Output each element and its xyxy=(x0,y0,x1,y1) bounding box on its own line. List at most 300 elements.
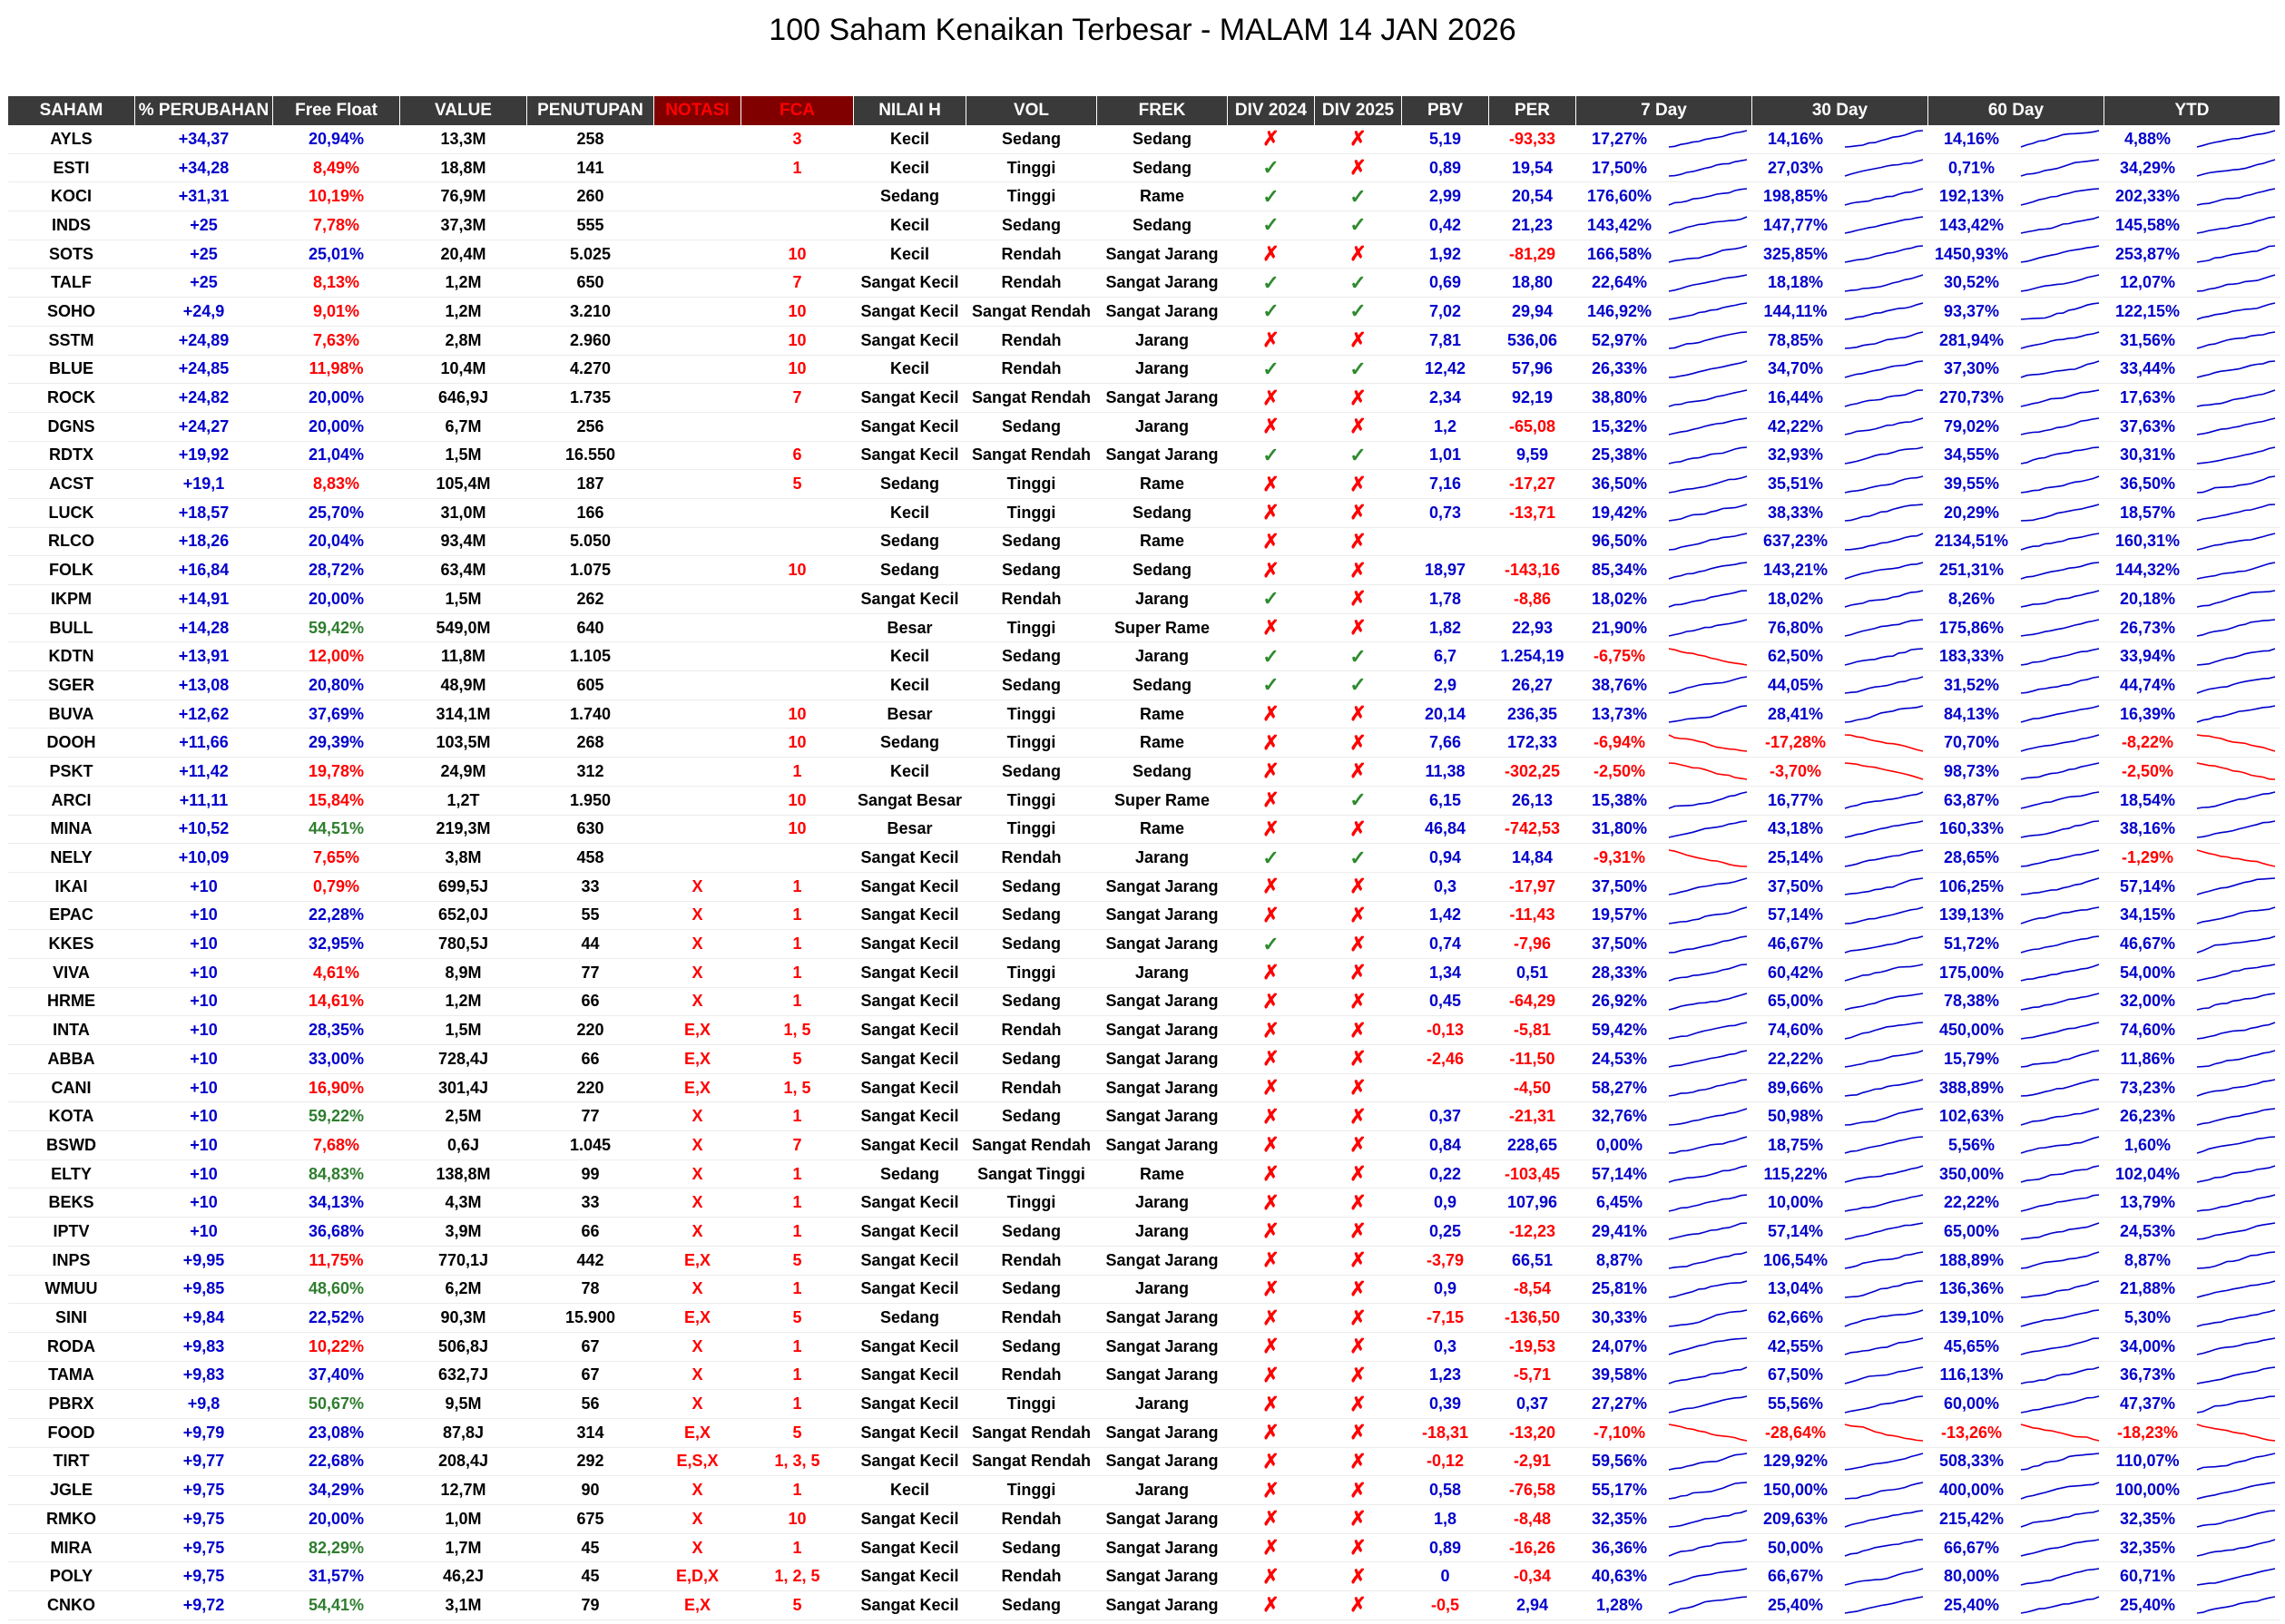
cell-free-float: 22,28% xyxy=(273,901,400,930)
header-perubahan[interactable]: % PERUBAHAN xyxy=(135,96,273,125)
cell-perubahan: +10 xyxy=(135,1045,273,1074)
cell-perubahan: +10 xyxy=(135,1073,273,1102)
trend-60-day-value: 30,52% xyxy=(1928,269,2015,298)
cross-icon: ✗ xyxy=(1228,1131,1315,1160)
table-row[interactable] xyxy=(8,758,2280,787)
cell-frek: Sedang xyxy=(1097,498,1228,527)
cell-saham[interactable]: HRME xyxy=(8,987,135,1016)
sparkline-chart xyxy=(2019,1193,2101,1213)
cell-perubahan: +19,1 xyxy=(135,470,273,499)
table-row[interactable] xyxy=(8,1131,2280,1160)
cell-saham[interactable]: BSWD xyxy=(8,1131,135,1160)
cell-vol: Rendah xyxy=(966,585,1097,614)
table-row[interactable] xyxy=(8,441,2280,470)
trend-60-day-sparkline xyxy=(2015,527,2104,556)
trend-60-day-sparkline xyxy=(2015,326,2104,355)
sparkline-chart xyxy=(1667,790,1749,810)
cell-perubahan: +24,85 xyxy=(135,355,273,384)
cell-per: -93,33 xyxy=(1489,125,1576,153)
cell-pbv: -18,31 xyxy=(1402,1418,1489,1447)
sparkline-line xyxy=(2021,1338,2099,1355)
trend-ytd-value: 24,53% xyxy=(2104,1218,2192,1247)
trend-7-day-sparkline xyxy=(1663,958,1752,987)
sparkline-line xyxy=(1669,792,1747,808)
cell-free-float: 22,52% xyxy=(273,1304,400,1333)
sparkline-chart xyxy=(2195,1509,2277,1529)
cell-saham[interactable]: TIRT xyxy=(8,1447,135,1476)
table-row[interactable] xyxy=(8,699,2280,729)
header-30-day[interactable]: 30 Day xyxy=(1752,96,1928,125)
cell-vol: Sangat Rendah xyxy=(966,441,1097,470)
trend-ytd-sparkline xyxy=(2192,355,2280,384)
cell-free-float: 19,78% xyxy=(273,758,400,787)
cell-saham[interactable]: IPTV xyxy=(8,1218,135,1247)
sparkline-chart xyxy=(2019,388,2101,408)
trend-60-day-sparkline xyxy=(2015,642,2104,671)
table-row[interactable] xyxy=(8,901,2280,930)
cell-saham[interactable]: ROCK xyxy=(8,384,135,413)
cell-saham[interactable]: MIRA xyxy=(8,1533,135,1562)
cell-frek: Sangat Jarang xyxy=(1097,1533,1228,1562)
check-icon: ✓ xyxy=(1315,642,1402,671)
table-row[interactable] xyxy=(8,1189,2280,1218)
cell-saham[interactable]: CANI xyxy=(8,1073,135,1102)
table-row[interactable] xyxy=(8,326,2280,355)
cell-fca xyxy=(741,412,854,441)
cell-notasi xyxy=(654,786,741,815)
cell-saham[interactable]: KKES xyxy=(8,930,135,959)
cell-saham[interactable]: IKAI xyxy=(8,872,135,901)
trend-ytd-sparkline xyxy=(2192,1159,2280,1189)
cell-perubahan: +18,57 xyxy=(135,498,273,527)
cell-saham[interactable]: BLUE xyxy=(8,355,135,384)
sparkline-line xyxy=(2197,706,2275,722)
cell-saham[interactable]: BEKS xyxy=(8,1189,135,1218)
cell-pbv: 18,97 xyxy=(1402,556,1489,585)
sparkline-line xyxy=(2197,1109,2275,1125)
cell-fca xyxy=(741,211,854,240)
header-value[interactable]: VALUE xyxy=(400,96,527,125)
table-row[interactable] xyxy=(8,1016,2280,1045)
sparkline-line xyxy=(2021,821,2099,837)
cross-icon: ✗ xyxy=(1315,1390,1402,1419)
cell-value: 646,9J xyxy=(400,384,527,413)
cell-vol: Tinggi xyxy=(966,1189,1097,1218)
table-row[interactable] xyxy=(8,958,2280,987)
table-row[interactable] xyxy=(8,1246,2280,1275)
trend-30-day-sparkline xyxy=(1839,844,1928,873)
sparkline-line xyxy=(2021,706,2099,722)
sparkline-line xyxy=(2197,936,2275,953)
cell-saham[interactable]: KOTA xyxy=(8,1102,135,1131)
cell-saham[interactable]: LUCK xyxy=(8,498,135,527)
table-row[interactable] xyxy=(8,384,2280,413)
cell-penutupan: 220 xyxy=(527,1016,654,1045)
header-nilai-h[interactable]: NILAI H xyxy=(854,96,966,125)
trend-60-day-sparkline xyxy=(2015,1476,2104,1505)
cell-saham[interactable]: WMUU xyxy=(8,1275,135,1304)
cell-fca: 1 xyxy=(741,153,854,182)
cell-perubahan: +9,75 xyxy=(135,1505,273,1534)
cell-frek: Sangat Jarang xyxy=(1097,1562,1228,1591)
table-row[interactable] xyxy=(8,556,2280,585)
trend-30-day-sparkline xyxy=(1839,1189,1928,1218)
cell-saham[interactable]: ARCI xyxy=(8,786,135,815)
trend-ytd-value: -1,29% xyxy=(2104,844,2192,873)
header-notasi[interactable]: NOTASI xyxy=(654,96,741,125)
sparkline-line xyxy=(2197,1166,2275,1182)
cell-saham[interactable]: SOTS xyxy=(8,240,135,269)
cell-per: -5,81 xyxy=(1489,1016,1576,1045)
table-row[interactable] xyxy=(8,642,2280,671)
table-row[interactable] xyxy=(8,1045,2280,1074)
trend-60-day-value: 31,52% xyxy=(1928,671,2015,700)
cell-nilai-h: Kecil xyxy=(854,240,966,269)
cell-vol: Tinggi xyxy=(966,153,1097,182)
cell-penutupan: 458 xyxy=(527,844,654,873)
table-row[interactable] xyxy=(8,1361,2280,1390)
cell-per: -11,43 xyxy=(1489,901,1576,930)
cell-saham[interactable]: CNKO xyxy=(8,1591,135,1620)
table-row[interactable] xyxy=(8,527,2280,556)
cell-saham[interactable]: BULL xyxy=(8,613,135,642)
cross-icon: ✗ xyxy=(1228,1246,1315,1275)
table-row[interactable] xyxy=(8,872,2280,901)
cell-fca: 1 xyxy=(741,987,854,1016)
cell-saham[interactable]: INDS xyxy=(8,211,135,240)
trend-ytd-sparkline xyxy=(2192,498,2280,527)
sparkline-chart xyxy=(2195,1336,2277,1356)
cell-notasi: X xyxy=(654,987,741,1016)
table-row[interactable] xyxy=(8,1562,2280,1591)
trend-ytd-value: 44,74% xyxy=(2104,671,2192,700)
sparkline-line xyxy=(2021,993,2099,1010)
trend-ytd-value: 38,16% xyxy=(2104,815,2192,844)
table-row[interactable] xyxy=(8,613,2280,642)
table-row[interactable] xyxy=(8,930,2280,959)
header-div-2024[interactable]: DIV 2024 xyxy=(1228,96,1315,125)
table-row[interactable] xyxy=(8,1447,2280,1476)
trend-ytd-sparkline xyxy=(2192,987,2280,1016)
cell-penutupan: 256 xyxy=(527,412,654,441)
table-row[interactable] xyxy=(8,1390,2280,1419)
table-row[interactable] xyxy=(8,1073,2280,1102)
trend-7-day-sparkline xyxy=(1663,1016,1752,1045)
sparkline-line xyxy=(2197,332,2275,348)
cross-icon: ✗ xyxy=(1315,153,1402,182)
cell-saham[interactable]: INPS xyxy=(8,1246,135,1275)
sparkline-line xyxy=(2021,1223,2099,1239)
trend-7-day-value: 143,42% xyxy=(1576,211,1663,240)
sparkline-line xyxy=(1669,332,1747,348)
cell-saham[interactable]: RDTX xyxy=(8,441,135,470)
sparkline-chart xyxy=(1843,1021,1925,1041)
trend-ytd-value: 34,15% xyxy=(2104,901,2192,930)
cell-pbv: 0 xyxy=(1402,1562,1489,1591)
table-row[interactable] xyxy=(8,987,2280,1016)
header-fca[interactable]: FCA xyxy=(741,96,854,125)
sparkline-line xyxy=(2021,189,2099,205)
table-row[interactable] xyxy=(8,125,2280,153)
cell-vol: Sedang xyxy=(966,1218,1097,1247)
cell-nilai-h: Sangat Kecil xyxy=(854,1418,966,1447)
cell-saham[interactable]: IKPM xyxy=(8,585,135,614)
table-row[interactable] xyxy=(8,498,2280,527)
cell-pbv xyxy=(1402,1073,1489,1102)
cell-perubahan: +12,62 xyxy=(135,699,273,729)
header-pbv[interactable]: PBV xyxy=(1402,96,1489,125)
cell-vol: Tinggi xyxy=(966,958,1097,987)
table-row[interactable] xyxy=(8,1159,2280,1189)
cell-saham[interactable]: MINA xyxy=(8,815,135,844)
sparkline-line xyxy=(1669,1511,1747,1527)
trend-ytd-value: 37,63% xyxy=(2104,412,2192,441)
cell-saham[interactable]: FOLK xyxy=(8,556,135,585)
cell-pbv: -2,46 xyxy=(1402,1045,1489,1074)
table-row[interactable] xyxy=(8,585,2280,614)
table-row[interactable] xyxy=(8,671,2280,700)
sparkline-chart xyxy=(2019,1250,2101,1270)
trend-60-day-sparkline xyxy=(2015,1361,2104,1390)
cell-saham[interactable]: NELY xyxy=(8,844,135,873)
header-penutupan[interactable]: PENUTUPAN xyxy=(527,96,654,125)
table-row[interactable] xyxy=(8,355,2280,384)
table-row[interactable] xyxy=(8,211,2280,240)
cell-per xyxy=(1489,527,1576,556)
cell-saham[interactable]: ESTI xyxy=(8,153,135,182)
cell-nilai-h: Sangat Kecil xyxy=(854,1447,966,1476)
cell-saham[interactable]: AYLS xyxy=(8,125,135,153)
table-row[interactable] xyxy=(8,1591,2280,1620)
sparkline-chart xyxy=(1667,1193,1749,1213)
header-per[interactable]: PER xyxy=(1489,96,1576,125)
cell-perubahan: +10 xyxy=(135,930,273,959)
cell-per: 18,80 xyxy=(1489,269,1576,298)
sparkline-line xyxy=(1669,649,1747,665)
header-saham[interactable]: SAHAM xyxy=(8,96,135,125)
cell-frek: Sedang xyxy=(1097,556,1228,585)
table-row[interactable] xyxy=(8,1476,2280,1505)
table-row[interactable] xyxy=(8,1102,2280,1131)
cell-nilai-h: Sedang xyxy=(854,729,966,758)
trend-7-day-sparkline xyxy=(1663,585,1752,614)
cell-vol: Sedang xyxy=(966,987,1097,1016)
cross-icon: ✗ xyxy=(1228,1073,1315,1102)
trend-60-day-sparkline xyxy=(2015,1246,2104,1275)
cell-saham[interactable]: ACST xyxy=(8,470,135,499)
cell-notasi: X xyxy=(654,1102,741,1131)
table-row[interactable] xyxy=(8,182,2280,211)
trend-ytd-sparkline xyxy=(2192,1016,2280,1045)
table-row[interactable] xyxy=(8,786,2280,815)
cell-saham[interactable]: KOCI xyxy=(8,182,135,211)
table-row[interactable] xyxy=(8,240,2280,269)
trend-60-day-value: 143,42% xyxy=(1928,211,2015,240)
cell-nilai-h: Sangat Kecil xyxy=(854,1591,966,1620)
trend-30-day-value: 46,67% xyxy=(1752,930,1839,959)
sparkline-line xyxy=(2021,275,2099,291)
sparkline-line xyxy=(1669,763,1747,779)
cell-vol: Rendah xyxy=(966,1505,1097,1534)
table-row[interactable] xyxy=(8,153,2280,182)
check-icon: ✓ xyxy=(1228,844,1315,873)
cell-fca: 10 xyxy=(741,1505,854,1534)
cell-saham[interactable]: VIVA xyxy=(8,958,135,987)
table-row[interactable] xyxy=(8,1505,2280,1534)
cell-nilai-h: Sangat Kecil xyxy=(854,269,966,298)
table-row[interactable] xyxy=(8,1533,2280,1562)
sparkline-chart xyxy=(2195,273,2277,293)
table-row[interactable] xyxy=(8,470,2280,499)
sparkline-chart xyxy=(2195,934,2277,954)
cell-saham[interactable]: JGLE xyxy=(8,1476,135,1505)
cell-saham[interactable]: SSTM xyxy=(8,326,135,355)
trend-ytd-value: 32,00% xyxy=(2104,987,2192,1016)
cell-saham[interactable]: ABBA xyxy=(8,1045,135,1074)
cell-nilai-h: Sedang xyxy=(854,182,966,211)
trend-7-day-sparkline xyxy=(1663,671,1752,700)
table-row[interactable] xyxy=(8,1275,2280,1304)
trend-7-day-value: 57,14% xyxy=(1576,1159,1663,1189)
cell-perubahan: +9,8 xyxy=(135,1390,273,1419)
header-free-float[interactable]: Free Float xyxy=(273,96,400,125)
cell-nilai-h: Kecil xyxy=(854,153,966,182)
sparkline-line xyxy=(1669,1367,1747,1384)
cell-saham[interactable]: KDTN xyxy=(8,642,135,671)
cell-value: 6,2M xyxy=(400,1275,527,1304)
trend-60-day-value: 160,33% xyxy=(1928,815,2015,844)
cell-penutupan: 44 xyxy=(527,930,654,959)
table-row[interactable] xyxy=(8,815,2280,844)
cell-perubahan: +19,92 xyxy=(135,441,273,470)
cell-saham[interactable]: DOOH xyxy=(8,729,135,758)
trend-30-day-sparkline xyxy=(1839,1045,1928,1074)
cell-saham[interactable]: TALF xyxy=(8,269,135,298)
sparkline-line xyxy=(2021,504,2099,521)
cell-saham[interactable]: ELTY xyxy=(8,1159,135,1189)
sparkline-chart xyxy=(1843,963,1925,983)
cell-value: 90,3M xyxy=(400,1304,527,1333)
cell-value: 93,4M xyxy=(400,527,527,556)
cross-icon: ✗ xyxy=(1228,1102,1315,1131)
cell-saham[interactable]: TAMA xyxy=(8,1361,135,1390)
trend-60-day-value: -13,26% xyxy=(1928,1418,2015,1447)
trend-ytd-sparkline xyxy=(2192,844,2280,873)
trend-7-day-value: 59,56% xyxy=(1576,1447,1663,1476)
cross-icon: ✗ xyxy=(1228,958,1315,987)
sparkline-chart xyxy=(1667,330,1749,350)
trend-7-day-sparkline xyxy=(1663,1361,1752,1390)
sparkline-chart xyxy=(1843,1135,1925,1155)
sparkline-line xyxy=(2197,993,2275,1010)
cell-notasi xyxy=(654,844,741,873)
trend-30-day-sparkline xyxy=(1839,1447,1928,1476)
header-60-day[interactable]: 60 Day xyxy=(1928,96,2104,125)
trend-ytd-value: 26,73% xyxy=(2104,613,2192,642)
sparkline-line xyxy=(2197,504,2275,521)
sparkline-chart xyxy=(1667,1250,1749,1270)
cross-icon: ✗ xyxy=(1315,240,1402,269)
cell-saham[interactable]: SGER xyxy=(8,671,135,700)
cell-saham[interactable]: EPAC xyxy=(8,901,135,930)
header-ytd[interactable]: YTD xyxy=(2104,96,2280,125)
cell-pbv: -0,12 xyxy=(1402,1447,1489,1476)
cell-fca: 10 xyxy=(741,556,854,585)
cell-free-float: 33,00% xyxy=(273,1045,400,1074)
trend-7-day-sparkline xyxy=(1663,240,1752,269)
table-row[interactable] xyxy=(8,269,2280,298)
cell-free-float: 48,60% xyxy=(273,1275,400,1304)
cell-saham[interactable]: SINI xyxy=(8,1304,135,1333)
cell-saham[interactable]: RLCO xyxy=(8,527,135,556)
cell-saham[interactable]: INTA xyxy=(8,1016,135,1045)
sparkline-line xyxy=(1845,418,1923,435)
cell-frek: Sangat Jarang xyxy=(1097,1361,1228,1390)
cell-notasi xyxy=(654,355,741,384)
trend-30-day-sparkline xyxy=(1839,872,1928,901)
trend-7-day-sparkline xyxy=(1663,556,1752,585)
trend-30-day-value: 89,66% xyxy=(1752,1073,1839,1102)
trend-30-day-value: 13,04% xyxy=(1752,1275,1839,1304)
trend-ytd-value: 21,88% xyxy=(2104,1275,2192,1304)
table-row[interactable] xyxy=(8,729,2280,758)
trend-ytd-sparkline xyxy=(2192,441,2280,470)
header-frek[interactable]: FREK xyxy=(1097,96,1228,125)
trend-30-day-sparkline xyxy=(1839,1390,1928,1419)
sparkline-chart xyxy=(1667,1021,1749,1041)
table-row[interactable] xyxy=(8,844,2280,873)
cell-saham[interactable]: PSKT xyxy=(8,758,135,787)
cell-saham[interactable]: SOHO xyxy=(8,298,135,327)
cross-icon: ✗ xyxy=(1228,1275,1315,1304)
trend-7-day-value: -9,31% xyxy=(1576,844,1663,873)
trend-7-day-value: 55,17% xyxy=(1576,1476,1663,1505)
table-row[interactable] xyxy=(8,1332,2280,1361)
cell-saham[interactable]: DGNS xyxy=(8,412,135,441)
header-vol[interactable]: VOL xyxy=(966,96,1097,125)
cell-saham[interactable]: RMKO xyxy=(8,1505,135,1534)
cell-saham[interactable]: PBRX xyxy=(8,1390,135,1419)
cell-saham[interactable]: BUVA xyxy=(8,699,135,729)
cell-notasi xyxy=(654,498,741,527)
table-row[interactable] xyxy=(8,298,2280,327)
sparkline-chart xyxy=(1843,187,1925,207)
cell-free-float: 4,61% xyxy=(273,958,400,987)
trend-ytd-sparkline xyxy=(2192,1447,2280,1476)
trend-7-day-sparkline xyxy=(1663,987,1752,1016)
trend-7-day-sparkline xyxy=(1663,1246,1752,1275)
trend-ytd-sparkline xyxy=(2192,1591,2280,1620)
table-row[interactable] xyxy=(8,1418,2280,1447)
sparkline-line xyxy=(2197,620,2275,636)
sparkline-chart xyxy=(2195,158,2277,178)
trend-30-day-value: 14,16% xyxy=(1752,125,1839,153)
sparkline-line xyxy=(2197,246,2275,262)
sparkline-line xyxy=(2021,907,2099,924)
sparkline-line xyxy=(2021,1166,2099,1182)
trend-30-day-value: 65,00% xyxy=(1752,987,1839,1016)
table-row[interactable] xyxy=(8,1218,2280,1247)
cell-saham[interactable]: POLY xyxy=(8,1562,135,1591)
cell-free-float: 8,49% xyxy=(273,153,400,182)
cell-saham[interactable]: FOOD xyxy=(8,1418,135,1447)
header-div-2025[interactable]: DIV 2025 xyxy=(1315,96,1402,125)
cell-saham[interactable]: RODA xyxy=(8,1332,135,1361)
header-7-day[interactable]: 7 Day xyxy=(1576,96,1752,125)
table-row[interactable] xyxy=(8,412,2280,441)
table-row[interactable] xyxy=(8,1304,2280,1333)
sparkline-chart xyxy=(1843,1078,1925,1098)
